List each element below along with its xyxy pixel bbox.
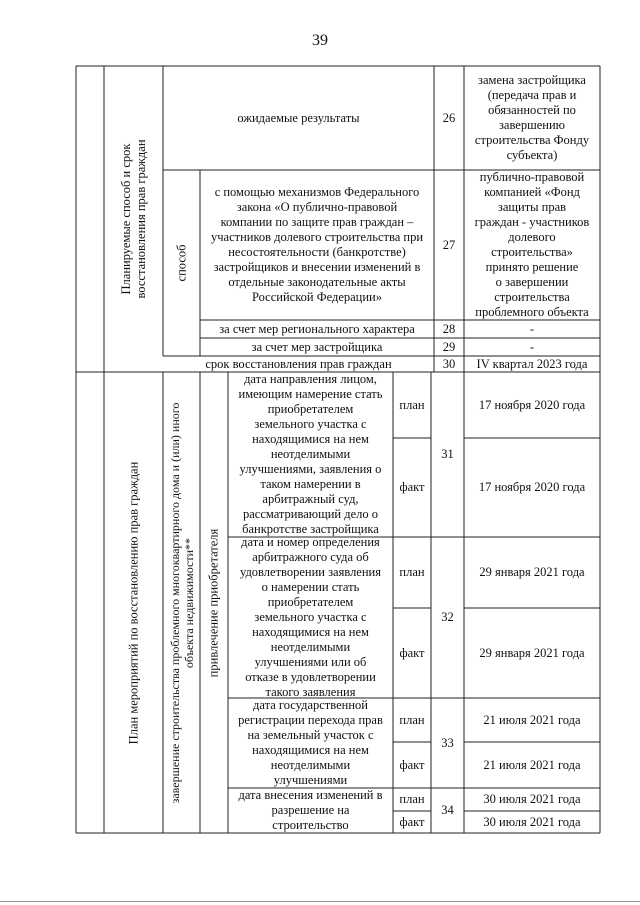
item-34-plan-label: план <box>399 792 425 806</box>
row-28-number: 28 <box>442 321 456 336</box>
method-label-cell <box>163 170 200 356</box>
row-30-label: срок восстановления прав граждан <box>205 356 392 371</box>
item-33-plan-label: план <box>399 712 425 727</box>
plan-subheading-cell <box>163 372 200 833</box>
item-33-text: дата государственной регистрации перехода прав на земельный участок с находящимися на нем неотделимыми улучшениями <box>238 698 383 787</box>
item-31-fact-value: 17 ноября 2020 года <box>478 480 586 494</box>
row-28-value: - <box>529 321 535 336</box>
row-27-number: 27 <box>442 237 456 252</box>
row-27-label: с помощью механизмов Федерального закона «О публично-правовой компании по защите прав граждан – участников долевого строительства при несостоятельности (банкротстве) застройщиков и внесении изменений в отдельные законодательные акты Российской Федерации» <box>210 185 424 304</box>
item-31-text: дата направления лицом, имеющим намерение стать приобретателем земельного участка с находящимися на нем неотделимыми улучшениями, заявления о таком намерении в арбитражный суд, рассматривающий дело о банкротстве застройщика <box>238 372 383 536</box>
row-26-number: 26 <box>442 110 456 125</box>
plan-heading-cell <box>104 372 163 833</box>
row-29-number: 29 <box>442 339 456 354</box>
row-29-label: за счет мер застройщика <box>251 339 383 354</box>
item-34-plan-value: 30 июля 2021 года <box>483 792 581 806</box>
page-number: 39 <box>312 32 328 49</box>
plan-subheading: завершение строительства проблемного многоквартирного дома и (или) иного объекта недвижимости** <box>167 402 196 803</box>
item-34-fact-value: 30 июля 2021 года <box>483 814 581 829</box>
item-32-plan-label: план <box>399 565 425 579</box>
item-32-number: 32 <box>441 610 454 624</box>
item-33-fact-label: факт <box>399 757 425 772</box>
row-30-value: IV квартал 2023 года <box>476 356 588 371</box>
item-31-plan-label: план <box>399 397 425 412</box>
item-32-text: дата и номер определения арбитражного суда об удовлетворении заявления о намерении стать приобретателем земельного участка с находящимися на нем неотделимыми улучшениями или об отказе в удовлетворении такого заявления <box>239 535 381 699</box>
plan-heading: План мероприятий по восстановлению прав граждан <box>126 461 140 744</box>
row-29-value: - <box>529 339 535 354</box>
item-33-fact-value: 21 июля 2021 года <box>483 757 581 772</box>
row-26-value: замена застройщика (передача прав и обязанностей по завершению строительства Фонду субъекта) <box>474 73 590 162</box>
restoration-heading: Планируемые способ и срок восстановления прав граждан <box>118 139 148 299</box>
item-33-number: 33 <box>441 735 454 750</box>
item-31-plan-value: 17 ноября 2020 года <box>478 397 586 412</box>
row-30-number: 30 <box>442 356 456 371</box>
item-32-fact-value: 29 января 2021 года <box>479 645 585 660</box>
method-label: способ <box>174 244 188 282</box>
item-31-fact-label: факт <box>399 480 425 494</box>
item-34-number: 34 <box>441 803 454 817</box>
item-32-plan-value: 29 января 2021 года <box>479 565 585 579</box>
bottom-rule <box>0 901 640 902</box>
restoration-heading-cell <box>104 66 163 372</box>
row-27-value: публично-правовой компанией «Фонд защиты прав граждан - участников долевого строительства» принято решение о завершении строительства проблемного объекта <box>474 170 590 319</box>
item-34-fact-label: факт <box>399 814 425 829</box>
item-34-text: дата внесения изменений в разрешение на строительство <box>238 788 383 832</box>
attract-buyer-cell <box>200 372 228 833</box>
item-33-plan-value: 21 июля 2021 года <box>483 712 581 727</box>
attract-buyer-label: привлечение приобретателя <box>206 528 221 677</box>
row-28-label: за счет мер регионального характера <box>219 321 415 336</box>
row-26-label: ожидаемые результаты <box>237 110 360 125</box>
item-31-number: 31 <box>441 447 454 461</box>
item-32-fact-label: факт <box>399 645 425 660</box>
